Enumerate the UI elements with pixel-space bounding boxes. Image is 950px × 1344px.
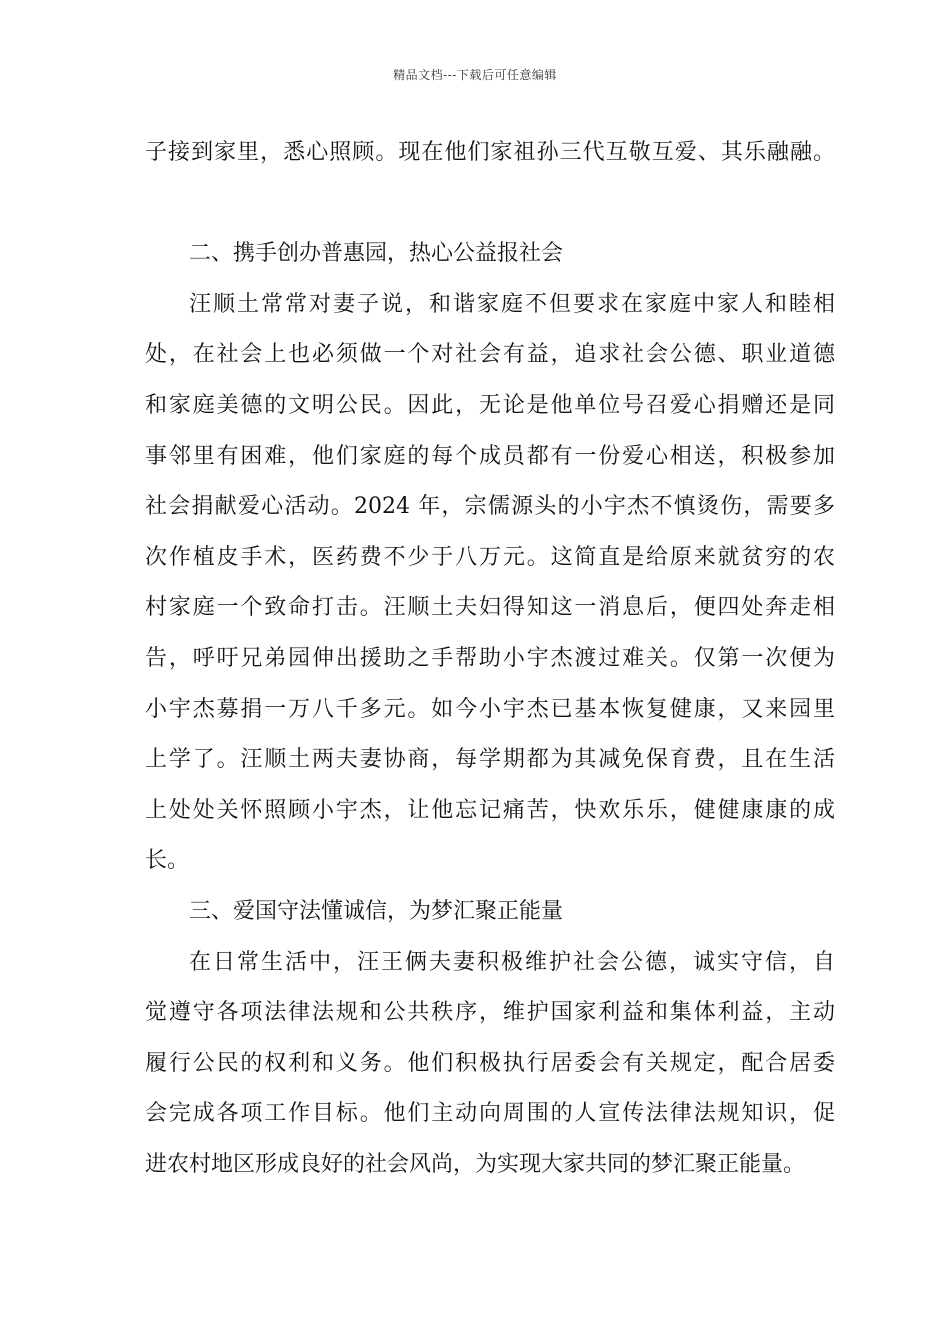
paragraph-line: 会完成各项工作目标。他们主动向周围的人宣传法律法规知识，促 xyxy=(145,1101,835,1127)
paragraph-section-3 xyxy=(145,938,835,1191)
paragraph-line: 上学了。汪顺土两夫妻协商，每学期都为其减免保育费，且在生活 xyxy=(145,747,835,773)
paragraph-line: 次作植皮手术，医药费不少于八万元。这简直是给原来就贫穷的农 xyxy=(145,544,835,570)
paragraph-line: 和家庭美德的文明公民。因此，无论是他单位号召爱心捐赠还是同 xyxy=(145,392,835,418)
paragraph-line: 村家庭一个致命打击。汪顺土夫妇得知这一消息后，便四处奔走相 xyxy=(145,595,835,621)
paragraph-line: 处，在社会上也必须做一个对社会有益，追求社会公德、职业道德 xyxy=(145,342,835,368)
paragraph-section-2 xyxy=(145,280,835,887)
paragraph-gap xyxy=(145,179,835,230)
section-heading-2: 二、携手创办普惠园，热心公益报社会 xyxy=(189,241,564,267)
paragraph-line: 上处处关怀照顾小宇杰，让他忘记痛苦，快欢乐乐，健健康康的成 xyxy=(145,797,835,823)
paragraph-continued-line: 子接到家里，悉心照顾。现在他们家祖孙三代互敬互爱、其乐融融。 xyxy=(145,140,835,165)
paragraph-line: 社会捐献爱心活动。2024 年，宗儒源头的小宇杰不慎烫伤，需要多 xyxy=(145,494,835,520)
paragraph-line: 告，呼吁兄弟园伸出援助之手帮助小宇杰渡过难关。仅第一次便为 xyxy=(145,645,835,671)
page-header: 精品文档---下载后可任意编辑 xyxy=(393,68,557,82)
paragraph-line: 小宇杰募捐一万八千多元。如今小宇杰已基本恢复健康，又来园里 xyxy=(145,696,835,722)
paragraph-line: 汪顺土常常对妻子说，和谐家庭不但要求在家庭中家人和睦相 xyxy=(189,291,835,317)
paragraph-line: 觉遵守各项法律法规和公共秩序，维护国家利益和集体利益，主动 xyxy=(145,1000,835,1026)
paragraph-line: 在日常生活中，汪王俩夫妻积极维护社会公德，诚实守信，自 xyxy=(189,949,835,975)
paragraph-line: 长。 xyxy=(145,848,190,874)
paragraph-line: 履行公民的权利和义务。他们积极执行居委会有关规定，配合居委 xyxy=(145,1050,835,1076)
document-body xyxy=(145,128,835,1190)
paragraph-line: 事邻里有困难，他们家庭的每个成员都有一份爱心相送，积极参加 xyxy=(145,443,835,469)
paragraph-line: 进农村地区形成良好的社会风尚，为实现大家共同的梦汇聚正能量。 xyxy=(145,1151,806,1177)
section-heading-3: 三、爱国守法懂诚信，为梦汇聚正能量 xyxy=(189,898,564,924)
